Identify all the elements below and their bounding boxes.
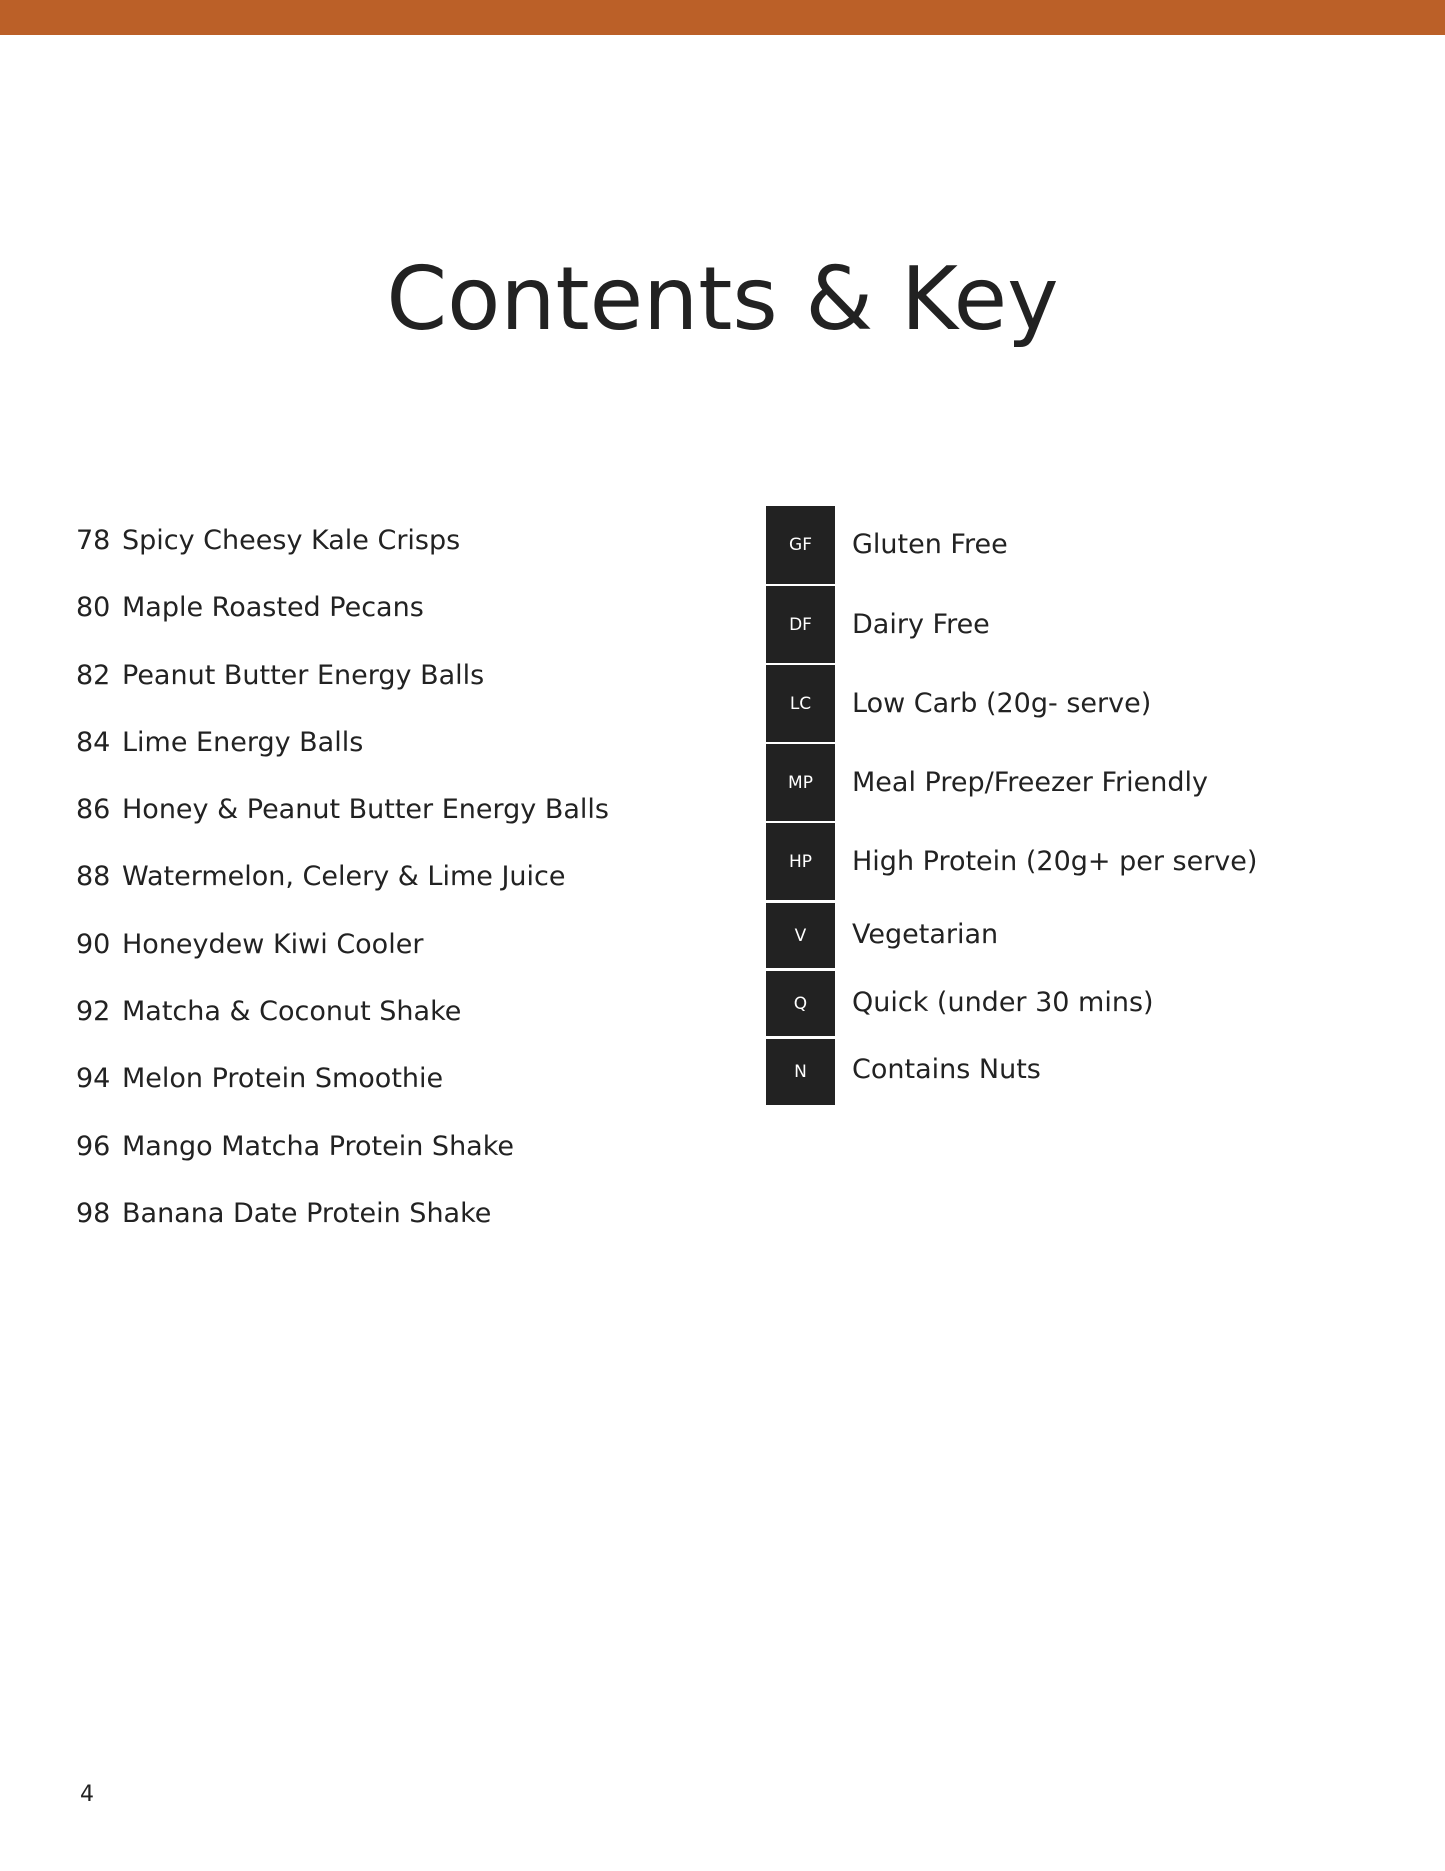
contents-item[interactable] xyxy=(76,588,609,655)
key-label: Contains Nuts xyxy=(852,1054,1041,1085)
contents-page-number: 80 xyxy=(76,592,111,624)
contents-item[interactable] xyxy=(76,925,609,992)
key-label: Meal Prep/Freezer Friendly xyxy=(852,766,1208,798)
contents-list xyxy=(76,521,609,1261)
key-label: Vegetarian xyxy=(852,918,999,950)
top-accent-bar xyxy=(0,0,1445,35)
contents-page-number: 94 xyxy=(76,1063,111,1095)
contents-item[interactable] xyxy=(76,521,609,588)
contents-recipe-title: Maple Roasted Pecans xyxy=(122,592,424,624)
contents-recipe-title: Honey & Peanut Butter Energy Balls xyxy=(122,794,609,826)
contents-recipe-title: Watermelon, Celery & Lime Juice xyxy=(122,861,566,893)
page-title: Contents & Key xyxy=(386,248,1059,350)
key-badge-mp: MP xyxy=(766,744,835,821)
key-badge-lc: LC xyxy=(766,665,835,742)
key-row-meal-prep xyxy=(766,744,1208,821)
key-label: Gluten Free xyxy=(852,529,1008,560)
contents-recipe-title: Peanut Butter Energy Balls xyxy=(122,659,485,691)
contents-page-number: 90 xyxy=(76,928,111,960)
contents-recipe-title: Banana Date Protein Shake xyxy=(122,1197,492,1229)
contents-page-number: 82 xyxy=(76,659,111,691)
key-badge-hp: HP xyxy=(766,823,835,900)
key-badge-v: V xyxy=(766,903,835,968)
key-badge-gf: GF xyxy=(766,506,835,584)
key-row-low-carb xyxy=(766,665,1151,742)
key-row-gluten-free xyxy=(766,506,1008,584)
key-badge-df: DF xyxy=(766,586,835,663)
key-row-dairy-free xyxy=(766,586,990,663)
key-row-vegetarian xyxy=(766,903,998,968)
contents-item[interactable] xyxy=(76,1194,609,1261)
contents-recipe-title: Melon Protein Smoothie xyxy=(122,1063,444,1095)
contents-item[interactable] xyxy=(76,1127,609,1194)
contents-item[interactable] xyxy=(76,1059,609,1126)
contents-recipe-title: Lime Energy Balls xyxy=(122,726,364,758)
contents-page-number: 88 xyxy=(76,861,111,893)
key-row-contains-nuts xyxy=(766,1039,1041,1105)
key-label: Low Carb (20g- serve) xyxy=(852,687,1152,719)
contents-page-number: 78 xyxy=(76,525,111,556)
contents-item[interactable] xyxy=(76,790,609,857)
contents-item[interactable] xyxy=(76,857,609,924)
key-label: Quick (under 30 mins) xyxy=(852,986,1154,1018)
key-badge-n: N xyxy=(766,1039,835,1105)
key-badge-q: Q xyxy=(766,971,835,1036)
key-label: High Protein (20g+ per serve) xyxy=(852,845,1258,877)
contents-item[interactable] xyxy=(76,992,609,1059)
contents-page-number: 84 xyxy=(76,726,111,758)
key-row-high-protein xyxy=(766,823,1257,900)
contents-recipe-title: Matcha & Coconut Shake xyxy=(122,996,462,1028)
page-number: 4 xyxy=(80,1782,94,1807)
contents-recipe-title: Honeydew Kiwi Cooler xyxy=(122,928,424,960)
key-label: Dairy Free xyxy=(852,608,990,640)
contents-item[interactable] xyxy=(76,656,609,723)
contents-item[interactable] xyxy=(76,723,609,790)
key-row-quick xyxy=(766,971,1154,1036)
contents-page-number: 98 xyxy=(76,1197,111,1229)
contents-page-number: 96 xyxy=(76,1130,111,1162)
contents-recipe-title: Spicy Cheesy Kale Crisps xyxy=(122,525,461,556)
contents-recipe-title: Mango Matcha Protein Shake xyxy=(122,1130,515,1162)
contents-page-number: 86 xyxy=(76,794,111,826)
contents-page-number: 92 xyxy=(76,996,111,1028)
